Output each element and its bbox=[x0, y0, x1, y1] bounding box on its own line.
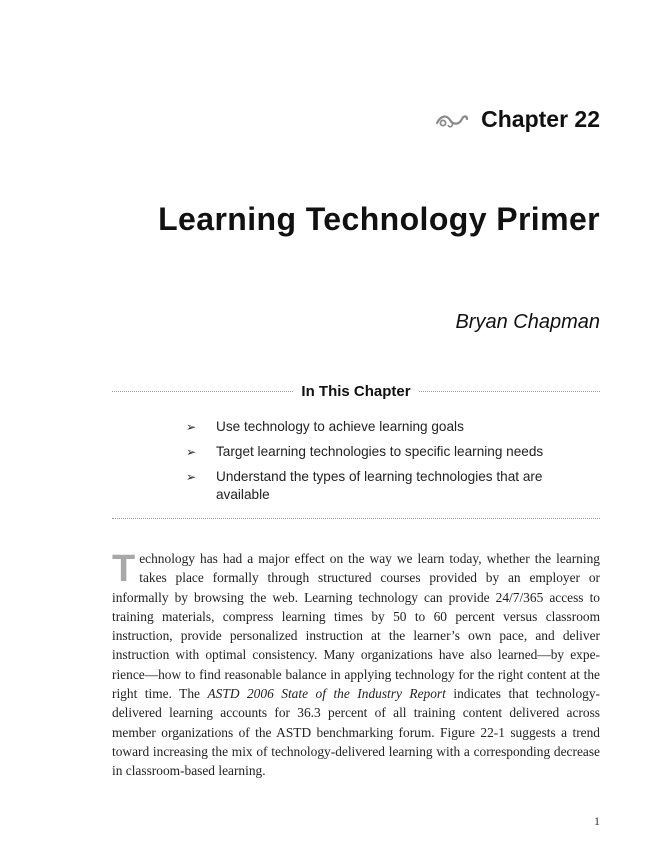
chapter-heading bbox=[435, 106, 600, 133]
chapter-title: Learning Technology Primer bbox=[158, 201, 600, 237]
in-this-chapter-header bbox=[112, 380, 600, 402]
list-item bbox=[186, 418, 592, 436]
list-item-text: Target learning technologies to specific learning needs bbox=[216, 444, 544, 459]
list-item-text: Use technology to achieve learning goals bbox=[216, 419, 464, 434]
chapter-objectives-list bbox=[186, 418, 592, 511]
in-this-chapter-label: In This Chapter bbox=[301, 382, 411, 400]
arrow-bullet-icon: ➢ bbox=[186, 445, 197, 459]
divider-right bbox=[419, 391, 600, 392]
drop-cap: T bbox=[112, 548, 136, 590]
chapter-label: Chapter 22 bbox=[481, 106, 600, 132]
list-item bbox=[186, 468, 592, 504]
page-number: 1 bbox=[594, 814, 600, 828]
list-item bbox=[186, 443, 592, 461]
list-item-text: Understand the types of learning technologies that are available bbox=[216, 469, 543, 502]
body-text-part-2: indicates that technology-delivered learning accounts for 36.3 percent of all training content delivered across member organizations of the ASTD benchmarking forum. Figure 22-1 suggests a trend toward increasing the mix of technology-delivered learning with a corresponding decrease in classroom-based learning. bbox=[112, 686, 600, 779]
fleuron-icon bbox=[435, 111, 469, 129]
divider-left bbox=[112, 391, 293, 392]
body-paragraph bbox=[112, 549, 600, 781]
arrow-bullet-icon: ➢ bbox=[186, 470, 197, 484]
author-name: Bryan Chapman bbox=[455, 311, 600, 333]
body-text-part-1: echnology has had a major effect on the way we learn today, whether the learning takes place formally through structured courses provided by an employer or informally by browsing the web. Learning technology can provide 24/7/365 access to training materials, compress learning times by 50 to 60 percent versus classroom instruction, provide personalized instruction at the learner’s own pace, and deliver instruction with optimal consistency. Many organizations have also learned—by experience—how to find reasonable balance in applying technology for the right content at the right time. The bbox=[112, 551, 600, 702]
report-title: ASTD 2006 State of the Industry Report bbox=[207, 686, 446, 702]
section-divider bbox=[112, 518, 600, 519]
arrow-bullet-icon: ➢ bbox=[186, 420, 197, 434]
